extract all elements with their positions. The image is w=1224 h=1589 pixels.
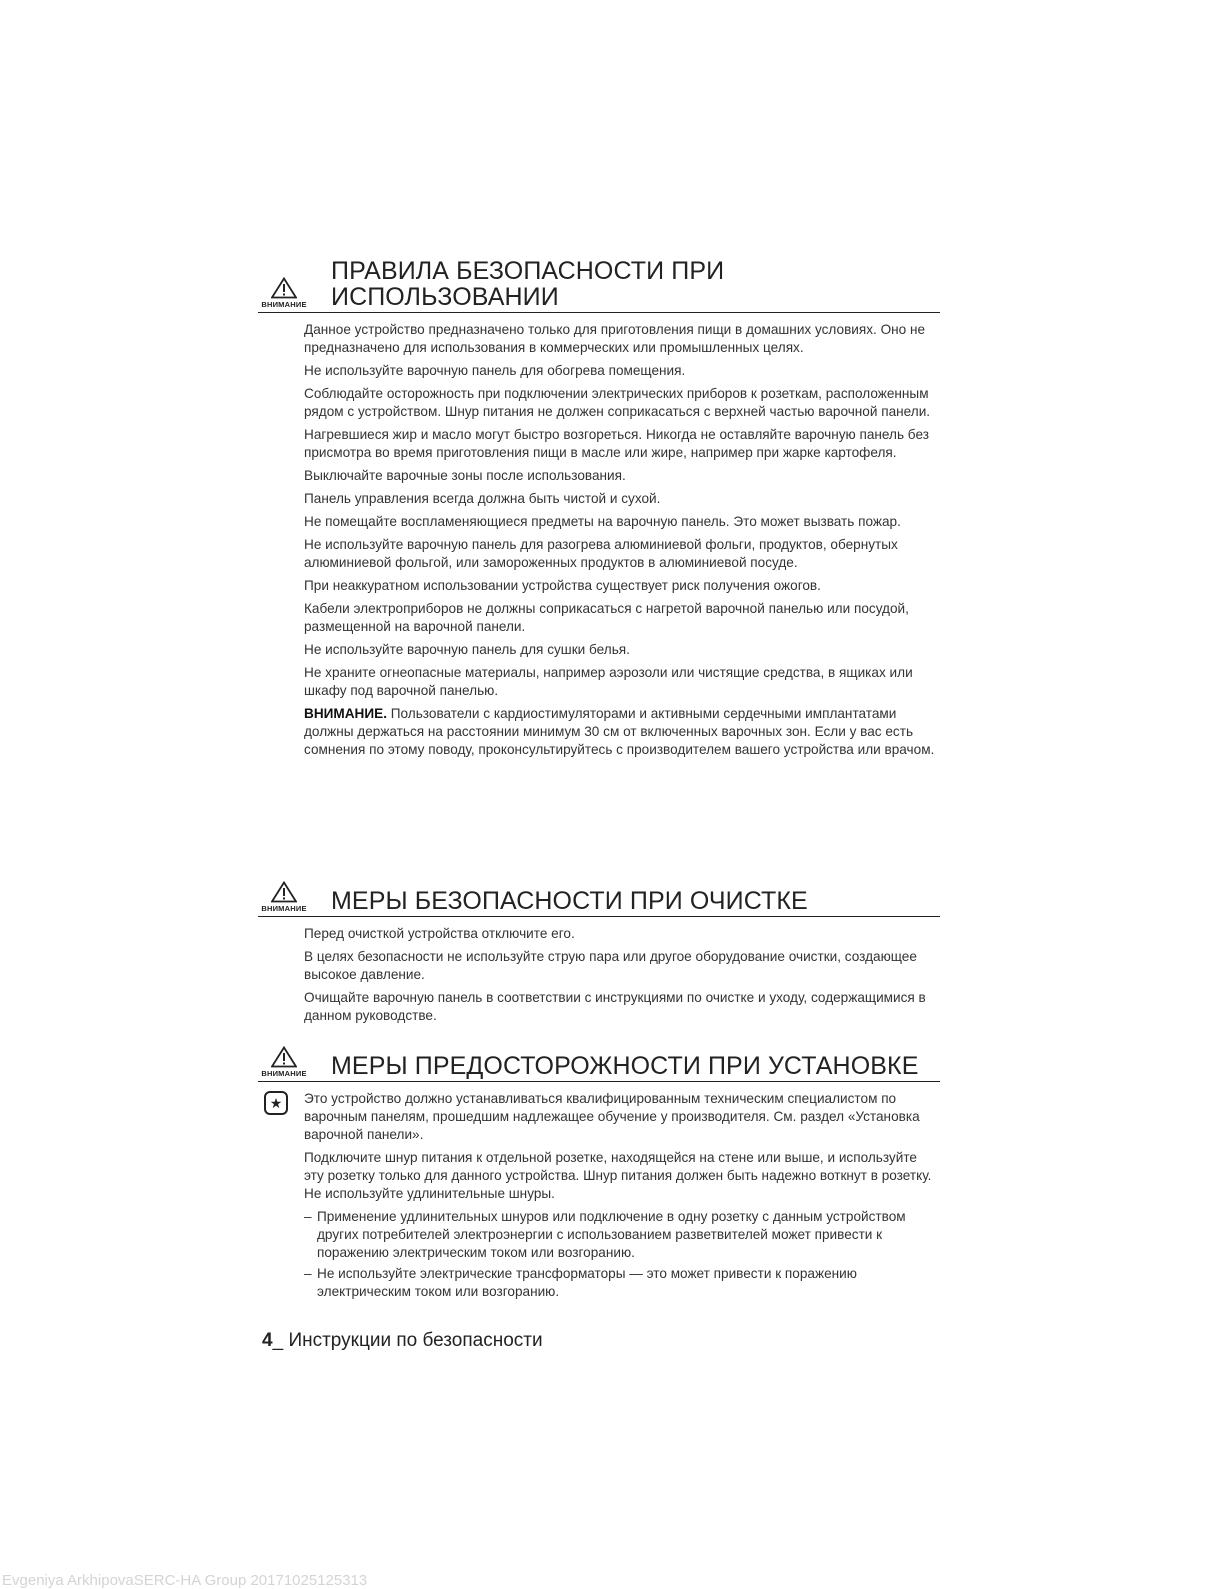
- dash-item-text: Применение удлинительных шнуров или подключение в одну розетку с данным устройством других потребителей электроэнергии с использованием разветвителей может привести к поражению электрическим током или возгоранию.: [317, 1209, 906, 1260]
- list-item: Не используйте варочную панель для сушки белья.: [304, 642, 630, 657]
- list-item: Кабели электроприборов не должны соприкасаться с нагретой варочной панелью или посудой, размещенной на варочной панели.: [304, 601, 909, 634]
- caution-label: ВНИМАНИЕ.: [304, 706, 387, 721]
- title-line-1: ПРАВИЛА БЕЗОПАСНОСТИ ПРИ: [331, 257, 725, 285]
- page-footer: [262, 1330, 543, 1352]
- warning-icon: [258, 1046, 310, 1078]
- footer-text: Инструкции по безопасности: [288, 1330, 543, 1351]
- list-item: Выключайте варочные зоны после использования.: [304, 468, 626, 483]
- section-cleaning-safety: [258, 876, 940, 1030]
- footer-separator: _: [272, 1330, 284, 1351]
- list-item: Данное устройство предназначено только для приготовления пищи в домашних условиях. Оно не предназначено для использования в коммерческих или промышленных целях.: [304, 322, 926, 355]
- list-item: Соблюдайте осторожность при подключении электрических приборов к розеткам, расположенным рядом с устройством. Шнур питания не должен соприкасаться с верхней частью варочной панели.: [304, 386, 931, 419]
- section-items: [304, 925, 940, 1025]
- dash-item-text: Не используйте электрические трансформаторы — это может привести к поражению электрическим током или возгоранию.: [317, 1266, 857, 1299]
- list-item: Это устройство должно устанавливаться квалифицированным техническим специалистом по варочным панелям, прошедшим надлежащее обучение у производителя. См. раздел «Установка варочной панели».: [304, 1091, 920, 1142]
- warning-icon: [258, 881, 310, 913]
- list-item: В целях безопасности не используйте струю пара или другое оборудование очистки, создающее высокое давление.: [304, 949, 917, 982]
- warning-label: ВНИМАНИЕ: [261, 904, 307, 913]
- section-header: [258, 876, 940, 917]
- list-item: Перед очисткой устройства отключите его.: [304, 926, 575, 941]
- section-items: [304, 321, 940, 759]
- list-item: Не используйте варочную панель для обогрева помещения.: [304, 363, 686, 378]
- dash-marker: –: [304, 1266, 312, 1281]
- section-title: [331, 258, 940, 312]
- section-header: [258, 258, 940, 313]
- warning-label: ВНИМАНИЕ: [261, 1069, 307, 1078]
- section-title: МЕРЫ БЕЗОПАСНОСТИ ПРИ ОЧИСТКЕ: [331, 887, 808, 915]
- warning-label: ВНИМАНИЕ: [261, 300, 307, 309]
- list-item: При неаккуратном использовании устройства существует риск получения ожогов.: [304, 578, 821, 593]
- warning-icon: [258, 277, 310, 309]
- dash-list-item: [304, 1208, 940, 1262]
- section-items: [269, 1090, 940, 1301]
- dash-list-item: [304, 1265, 940, 1301]
- list-item: Не храните огнеопасные материалы, например аэрозоли или чистящие средства, в ящиках или шкафу под варочной панелью.: [304, 665, 913, 698]
- watermark: Evgeniya ArkhipovaSERC-HA Group 20171025125313: [2, 1572, 368, 1589]
- title-line-2: ИСПОЛЬЗОВАНИИ: [331, 283, 559, 311]
- page-number: 4: [262, 1330, 273, 1351]
- dash-marker: –: [304, 1209, 312, 1224]
- section-usage-safety: [258, 258, 940, 764]
- list-item: Подключите шнур питания к отдельной розетке, находящейся на стене или выше, и используйте эту розетку только для данного устройства. Шнур питания должен быть надежно воткнут в розетку. Не используйте удлинительные шнуры.: [304, 1150, 932, 1201]
- star-note-icon: ★: [264, 1091, 288, 1115]
- caution-paragraph: [304, 705, 940, 759]
- list-item: Не помещайте воспламеняющиеся предметы на варочную панель. Это может вызвать пожар.: [304, 514, 901, 529]
- list-item: Панель управления всегда должна быть чистой и сухой.: [304, 491, 661, 506]
- section-title: МЕРЫ ПРЕДОСТОРОЖНОСТИ ПРИ УСТАНОВКЕ: [331, 1052, 919, 1080]
- caution-text: Пользователи с кардиостимуляторами и активными сердечными имплантатами должны держаться на расстоянии минимум 30 см от включенных варочных зон. Если у вас есть сомнения по этому поводу, проконсультируйтесь с производителем вашего устройства или врачом.: [304, 706, 935, 757]
- list-item: Нагревшиеся жир и масло могут быстро возгореться. Никогда не оставляйте варочную панель без присмотра во время приготовления пищи в масле или жире, например при жарке картофеля.: [304, 427, 929, 460]
- section-header: [258, 1041, 940, 1082]
- list-item: Не используйте варочную панель для разогрева алюминиевой фольги, продуктов, обернутых алюминиевой фольгой, или замороженных продуктов в алюминиевой посуде.: [304, 537, 898, 570]
- list-item: Очищайте варочную панель в соответствии с инструкциями по очистке и уходу, содержащимися в данном руководстве.: [304, 990, 926, 1023]
- section-installation-precautions: [258, 1041, 940, 1304]
